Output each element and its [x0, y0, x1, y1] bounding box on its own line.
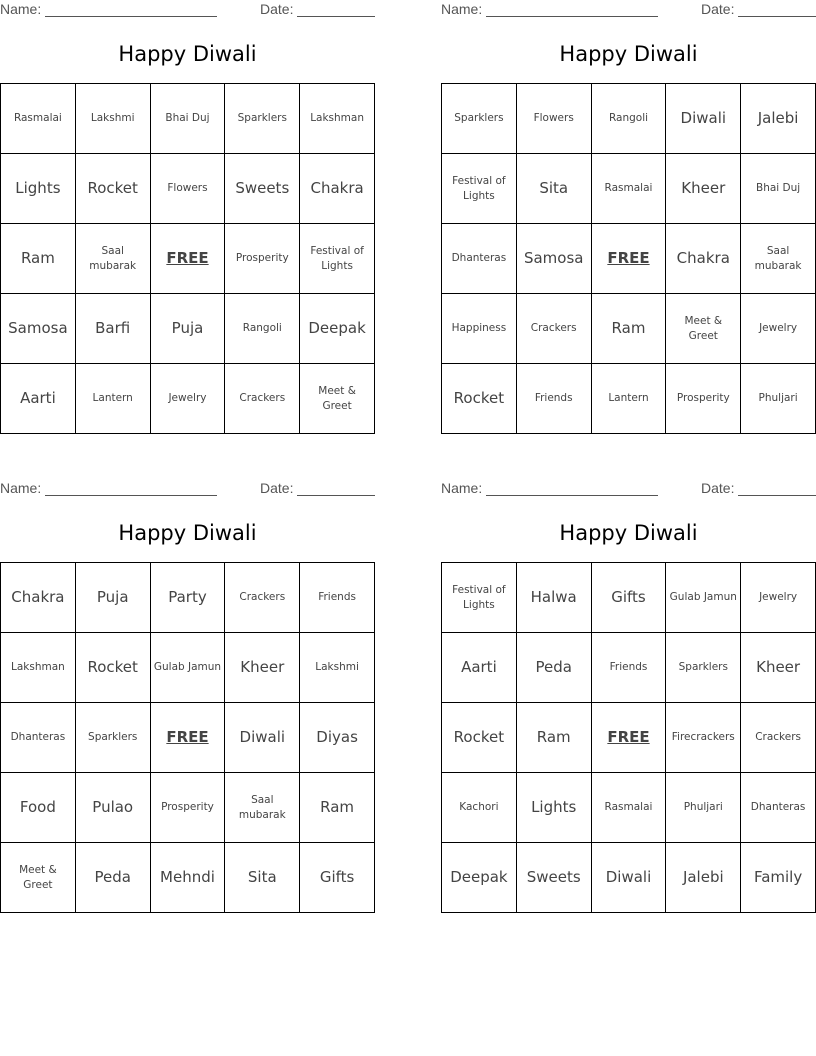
bingo-cell: Lantern: [592, 364, 667, 434]
bingo-cell: Chakra: [1, 563, 76, 633]
bingo-cell: Lakshmi: [300, 633, 375, 703]
bingo-cell: Sita: [225, 843, 300, 913]
bingo-cell: Bhai Duj: [151, 84, 226, 154]
bingo-cell: Friends: [592, 633, 667, 703]
bingo-cell: Sparklers: [225, 84, 300, 154]
bingo-cell: Lantern: [76, 364, 151, 434]
bingo-cell: Rocket: [442, 703, 517, 773]
bingo-cell: Bhai Duj: [741, 154, 816, 224]
card-header: [441, 1, 816, 21]
bingo-cell: Phuljari: [666, 773, 741, 843]
bingo-cell: Rocket: [76, 633, 151, 703]
bingo-cell: Meet & Greet: [300, 364, 375, 434]
bingo-cell: Friends: [300, 563, 375, 633]
bingo-cell: Flowers: [517, 84, 592, 154]
bingo-cell: Aarti: [442, 633, 517, 703]
bingo-grid: [0, 83, 375, 434]
bingo-cell: Crackers: [225, 364, 300, 434]
bingo-cell: Kheer: [666, 154, 741, 224]
bingo-cell: Saal mubarak: [225, 773, 300, 843]
bingo-cell: Jalebi: [741, 84, 816, 154]
bingo-cell: Diyas: [300, 703, 375, 773]
bingo-cell: Dhanteras: [1, 703, 76, 773]
bingo-cell: Jewelry: [741, 294, 816, 364]
free-space-cell: FREE: [592, 224, 667, 294]
card-title: Happy Diwali: [118, 42, 257, 66]
bingo-cell: Flowers: [151, 154, 226, 224]
bingo-cell: Rangoli: [225, 294, 300, 364]
card-header: [441, 480, 816, 500]
bingo-cell: Rasmalai: [1, 84, 76, 154]
date-label: Date:: [260, 480, 294, 496]
bingo-card: [0, 479, 375, 909]
name-blank-line[interactable]: [45, 495, 217, 496]
bingo-cell: Lakshmi: [76, 84, 151, 154]
free-space-cell: FREE: [592, 703, 667, 773]
card-title: Happy Diwali: [559, 521, 698, 545]
bingo-cell: Gifts: [300, 843, 375, 913]
bingo-cell: Festival of Lights: [300, 224, 375, 294]
bingo-cell: Meet & Greet: [666, 294, 741, 364]
bingo-cell: Saal mubarak: [76, 224, 151, 294]
bingo-cell: Diwali: [225, 703, 300, 773]
name-label: Name:: [0, 480, 42, 496]
bingo-cell: Sparklers: [442, 84, 517, 154]
bingo-cell: Kheer: [225, 633, 300, 703]
bingo-cell: Crackers: [225, 563, 300, 633]
bingo-cell: Dhanteras: [442, 224, 517, 294]
bingo-cell: Gifts: [592, 563, 667, 633]
bingo-cell: Chakra: [300, 154, 375, 224]
bingo-cell: Saal mubarak: [741, 224, 816, 294]
bingo-cell: Gulab Jamun: [666, 563, 741, 633]
bingo-cell: Kachori: [442, 773, 517, 843]
bingo-card: [441, 0, 816, 430]
bingo-cell: Crackers: [517, 294, 592, 364]
bingo-cell: Sweets: [225, 154, 300, 224]
free-space-cell: FREE: [151, 703, 226, 773]
bingo-cell: Diwali: [666, 84, 741, 154]
bingo-card: [0, 0, 375, 430]
name-label: Name:: [0, 1, 42, 17]
bingo-cell: Jewelry: [741, 563, 816, 633]
bingo-cell: Festival of Lights: [442, 154, 517, 224]
name-blank-line[interactable]: [486, 495, 658, 496]
card-header: [0, 480, 375, 500]
name-label: Name:: [441, 480, 483, 496]
bingo-cell: Samosa: [517, 224, 592, 294]
bingo-card: [441, 479, 816, 909]
bingo-cell: Deepak: [442, 843, 517, 913]
bingo-cell: Prosperity: [666, 364, 741, 434]
bingo-grid: [0, 562, 375, 913]
bingo-cell: Sparklers: [666, 633, 741, 703]
bingo-cell: Mehndi: [151, 843, 226, 913]
bingo-cell: Jewelry: [151, 364, 226, 434]
bingo-cell: Deepak: [300, 294, 375, 364]
bingo-cell: Ram: [300, 773, 375, 843]
bingo-cell: Sita: [517, 154, 592, 224]
name-label: Name:: [441, 1, 483, 17]
date-label: Date:: [701, 1, 735, 17]
bingo-cell: Festival of Lights: [442, 563, 517, 633]
bingo-cell: Peda: [517, 633, 592, 703]
name-blank-line[interactable]: [486, 16, 658, 17]
bingo-cell: Gulab Jamun: [151, 633, 226, 703]
bingo-cell: Happiness: [442, 294, 517, 364]
bingo-cell: Rocket: [442, 364, 517, 434]
bingo-cell: Aarti: [1, 364, 76, 434]
bingo-cell: Crackers: [741, 703, 816, 773]
bingo-cell: Jalebi: [666, 843, 741, 913]
bingo-cell: Sparklers: [76, 703, 151, 773]
bingo-cell: Friends: [517, 364, 592, 434]
card-header: [0, 1, 375, 21]
bingo-cell: Ram: [517, 703, 592, 773]
bingo-cell: Lakshman: [300, 84, 375, 154]
bingo-cell: Phuljari: [741, 364, 816, 434]
bingo-cell: Barfi: [76, 294, 151, 364]
bingo-cell: Peda: [76, 843, 151, 913]
bingo-grid: [441, 83, 816, 434]
bingo-grid: [441, 562, 816, 913]
bingo-cell: Dhanteras: [741, 773, 816, 843]
date-blank-line[interactable]: [738, 495, 816, 496]
date-blank-line[interactable]: [297, 495, 375, 496]
bingo-cell: Pulao: [76, 773, 151, 843]
bingo-cell: Chakra: [666, 224, 741, 294]
free-space-cell: FREE: [151, 224, 226, 294]
date-blank-line[interactable]: [738, 16, 816, 17]
date-label: Date:: [260, 1, 294, 17]
bingo-cell: Meet & Greet: [1, 843, 76, 913]
bingo-cell: Puja: [151, 294, 226, 364]
bingo-cell: Food: [1, 773, 76, 843]
name-blank-line[interactable]: [45, 16, 217, 17]
card-title: Happy Diwali: [118, 521, 257, 545]
bingo-cell: Party: [151, 563, 226, 633]
date-label: Date:: [701, 480, 735, 496]
bingo-cell: Family: [741, 843, 816, 913]
bingo-cell: Lights: [517, 773, 592, 843]
date-blank-line[interactable]: [297, 16, 375, 17]
bingo-cell: Lights: [1, 154, 76, 224]
bingo-cell: Halwa: [517, 563, 592, 633]
bingo-cell: Lakshman: [1, 633, 76, 703]
bingo-cell: Diwali: [592, 843, 667, 913]
bingo-cell: Ram: [592, 294, 667, 364]
bingo-cell: Rasmalai: [592, 773, 667, 843]
bingo-cell: Rasmalai: [592, 154, 667, 224]
bingo-cell: Ram: [1, 224, 76, 294]
bingo-cell: Kheer: [741, 633, 816, 703]
bingo-cell: Puja: [76, 563, 151, 633]
bingo-cell: Rocket: [76, 154, 151, 224]
bingo-cell: Firecrackers: [666, 703, 741, 773]
bingo-cell: Rangoli: [592, 84, 667, 154]
bingo-cell: Prosperity: [151, 773, 226, 843]
bingo-cell: Sweets: [517, 843, 592, 913]
card-title: Happy Diwali: [559, 42, 698, 66]
bingo-cell: Prosperity: [225, 224, 300, 294]
bingo-cell: Samosa: [1, 294, 76, 364]
